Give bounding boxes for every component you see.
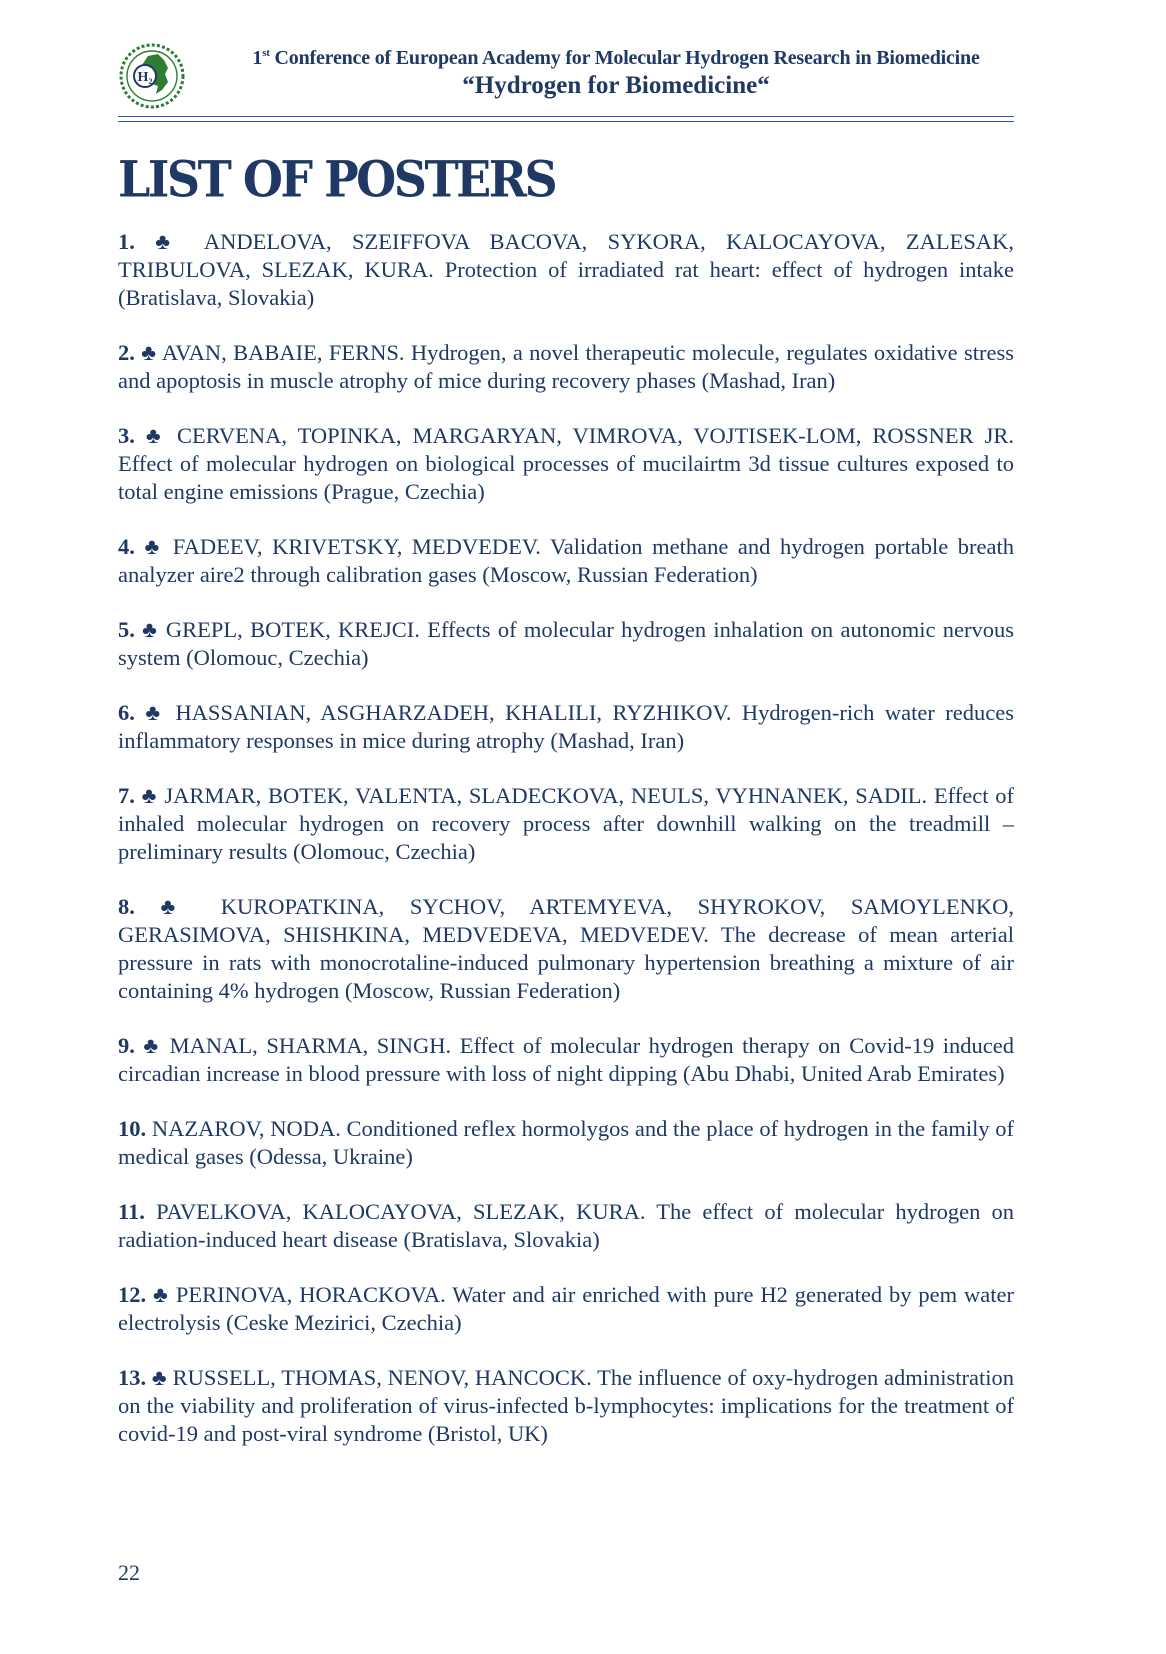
club-marker-icon: ♣ bbox=[134, 617, 166, 642]
poster-citation: NAZAROV, NODA. Conditioned reflex hormolygos and the place of hydrogen in the family of medical gases (Odessa, Ukraine) bbox=[118, 1116, 1015, 1169]
poster-number: 6. bbox=[118, 700, 135, 725]
club-marker-icon: ♣ bbox=[146, 1365, 173, 1390]
poster-number: 13. bbox=[118, 1365, 147, 1390]
poster-number: 8. bbox=[118, 894, 135, 919]
poster-item bbox=[118, 1364, 1014, 1448]
poster-item bbox=[118, 699, 1014, 755]
poster-number: 11. bbox=[118, 1199, 145, 1224]
ordinal-suffix: st bbox=[262, 47, 270, 59]
poster-item bbox=[118, 533, 1014, 589]
page-title: LIST OF POSTERS bbox=[118, 150, 556, 209]
club-marker-icon: ♣ bbox=[134, 423, 177, 448]
club-marker-icon bbox=[145, 1199, 156, 1224]
club-marker-icon: ♣ bbox=[134, 534, 173, 559]
poster-number: 10. bbox=[118, 1116, 147, 1141]
poster-citation: ANDELOVA, SZEIFFOVA BACOVA, SYKORA, KALOCAYOVA, ZALESAK, TRIBULOVA, SLEZAK, KURA. Protection of irradiated rat heart: effect of hydrogen intake (Bratislava, Slovakia) bbox=[118, 229, 1014, 310]
poster-item bbox=[118, 228, 1014, 312]
poster-list bbox=[118, 228, 1014, 1475]
poster-citation: MANAL, SHARMA, SINGH. Effect of molecular hydrogen therapy on Covid-19 induced circadian increase in blood pressure with loss of night dipping (Abu Dhabi, United Arab Emirates) bbox=[118, 1033, 1014, 1086]
club-marker-icon: ♣ bbox=[134, 1033, 170, 1058]
club-marker-icon: ♣ bbox=[146, 1282, 176, 1307]
club-marker-icon: ♣ bbox=[134, 783, 165, 808]
poster-item bbox=[118, 1281, 1014, 1337]
poster-item bbox=[118, 616, 1014, 672]
poster-item bbox=[118, 1198, 1014, 1254]
club-marker-icon: ♣ bbox=[134, 700, 176, 725]
page-number: 22 bbox=[118, 1560, 140, 1585]
poster-citation: HASSANIAN, ASGHARZADEH, KHALILI, RYZHIKOV. Hydrogen-rich water reduces inflammatory responses in mice during atrophy (Mashad, Iran) bbox=[118, 700, 1014, 753]
page-header bbox=[118, 40, 1014, 120]
header-divider bbox=[118, 116, 1014, 122]
poster-number: 1. bbox=[118, 229, 135, 254]
poster-citation: PERINOVA, HORACKOVA. Water and air enriched with pure H2 generated by pem water electrolysis (Ceske Mezirici, Czechia) bbox=[118, 1282, 1015, 1335]
conference-logo bbox=[118, 42, 186, 110]
poster-citation: JARMAR, BOTEK, VALENTA, SLADECKOVA, NEULS, VYHNANEK, SADIL. Effect of inhaled molecular hydrogen on recovery process after downhill walking on the treadmill – preliminary results (Olomouc, Czechia) bbox=[118, 783, 1015, 864]
poster-citation: FADEEV, KRIVETSKY, MEDVEDEV. Validation methane and hydrogen portable breath analyzer aire2 through calibration gases (Moscow, Russian Federation) bbox=[118, 534, 1015, 587]
poster-item bbox=[118, 1032, 1014, 1088]
club-marker-icon: ♣ bbox=[134, 894, 221, 919]
poster-number: 2. bbox=[118, 340, 135, 365]
poster-number: 9. bbox=[118, 1033, 135, 1058]
conference-name bbox=[218, 46, 1014, 70]
conference-subtitle: “Hydrogen for Biomedicine“ bbox=[462, 72, 770, 99]
poster-item bbox=[118, 782, 1014, 866]
poster-number: 3. bbox=[118, 423, 135, 448]
poster-citation: CERVENA, TOPINKA, MARGARYAN, VIMROVA, VOJTISEK-LOM, ROSSNER JR. Effect of molecular hydrogen on biological processes of mucilairtm 3d tissue cultures exposed to total engine emissions (Prague, Czechia) bbox=[118, 423, 1015, 504]
header-text bbox=[218, 46, 1014, 102]
poster-number: 5. bbox=[118, 617, 135, 642]
poster-citation: AVAN, BABAIE, FERNS. Hydrogen, a novel therapeutic molecule, regulates oxidative stress and apoptosis in muscle atrophy of mice during recovery phases (Mashad, Iran) bbox=[118, 340, 1014, 393]
conference-ordinal: 1 bbox=[252, 47, 263, 69]
logo-lettering: $H_2$ bbox=[137, 70, 153, 86]
poster-number: 7. bbox=[118, 783, 135, 808]
poster-number: 12. bbox=[118, 1282, 147, 1307]
poster-item bbox=[118, 422, 1014, 506]
poster-item bbox=[118, 339, 1014, 395]
poster-citation: KUROPATKINA, SYCHOV, ARTEMYEVA, SHYROKOV, SAMOYLENKO, GERASIMOVA, SHISHKINA, MEDVEDEVA, MEDVEDEV. The decrease of mean arterial pressure in rats with monocrotaline-induced pulmonary hypertension breathing a mixture of air containing 4% hydrogen (Moscow, Russian Federation) bbox=[118, 894, 1014, 1003]
conference-title: Conference of European Academy for Molecular Hydrogen Research in Biomedicine bbox=[269, 47, 980, 69]
logo-emblem bbox=[118, 42, 186, 110]
club-marker-icon: ♣ bbox=[134, 229, 204, 254]
poster-item bbox=[118, 1115, 1014, 1171]
poster-citation: GREPL, BOTEK, KREJCI. Effects of molecular hydrogen inhalation on autonomic nervous system (Olomouc, Czechia) bbox=[118, 617, 1014, 670]
poster-item bbox=[118, 893, 1014, 1005]
club-marker-icon: ♣ bbox=[134, 340, 162, 365]
poster-citation: RUSSELL, THOMAS, NENOV, HANCOCK. The influence of oxy-hydrogen administration on the viability and proliferation of virus-infected b-lymphocytes: implications for the treatment of covid-19 and post-viral syndrome (Bristol, UK) bbox=[118, 1365, 1014, 1446]
poster-number: 4. bbox=[118, 534, 135, 559]
poster-citation: PAVELKOVA, KALOCAYOVA, SLEZAK, KURA. The effect of molecular hydrogen on radiation-induced heart disease (Bratislava, Slovakia) bbox=[118, 1199, 1014, 1252]
